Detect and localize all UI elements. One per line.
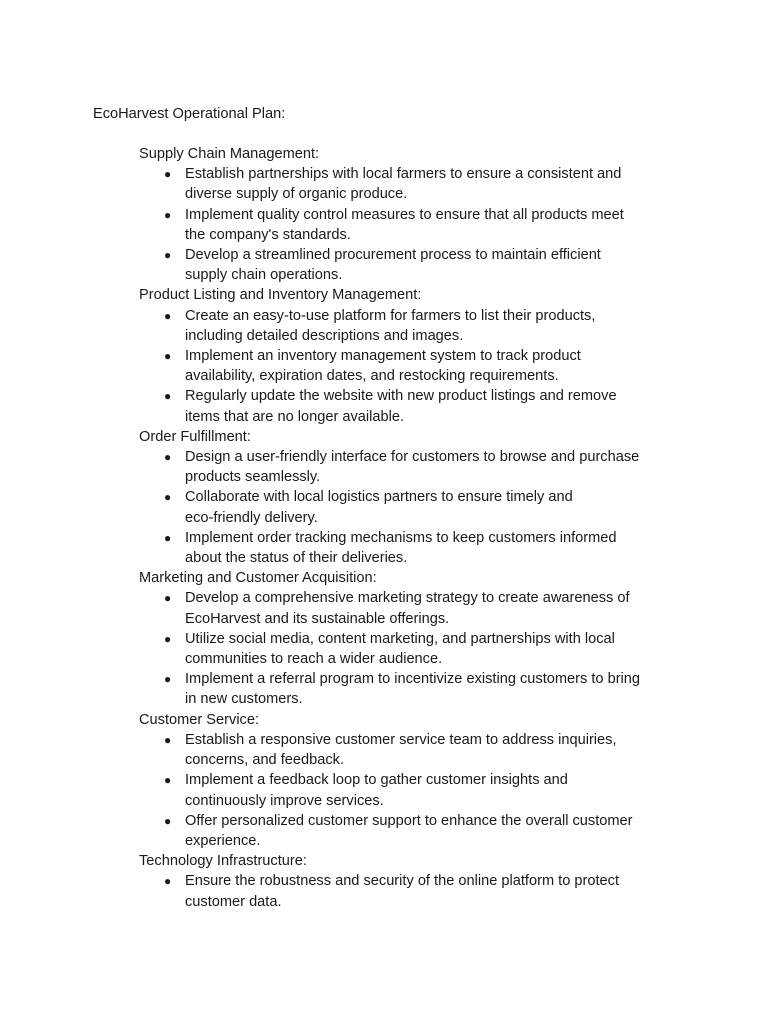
- list-item: [139, 205, 685, 245]
- bullet-list: [139, 730, 679, 851]
- section-heading: Customer Service:: [139, 711, 260, 728]
- list-item: [139, 629, 685, 669]
- list-item-text-line: Implement a feedback loop to gather customer insights and: [185, 772, 568, 789]
- list-item: [139, 447, 685, 487]
- list-item: [139, 306, 685, 346]
- bullet-icon: ●: [164, 874, 172, 889]
- list-item-text-line: Regularly update the website with new product listings and remove: [185, 388, 617, 405]
- bullet-list: [139, 306, 679, 427]
- bullet-list: [139, 447, 679, 568]
- list-item-text-line: communities to reach a wider audience.: [185, 651, 443, 668]
- bullet-icon: ●: [164, 530, 172, 545]
- list-item-text-line: Create an easy-to-use platform for farmers to list their products,: [185, 307, 596, 324]
- list-item: [139, 386, 685, 426]
- bullet-icon: ●: [164, 207, 172, 222]
- list-item: [139, 528, 685, 568]
- list-item-text-line: Utilize social media, content marketing, and partnerships with local: [185, 630, 615, 647]
- list-item-text-line: products seamlessly.: [185, 469, 321, 486]
- list-item-text-line: Collaborate with local logistics partners to ensure timely and: [185, 489, 573, 506]
- list-item: [139, 245, 685, 285]
- list-item: [139, 871, 685, 911]
- section-heading: Technology Infrastructure:: [139, 853, 307, 870]
- list-item-text-line: the company's standards.: [185, 226, 351, 243]
- section-heading: Marketing and Customer Acquisition:: [139, 570, 377, 587]
- bullet-list: [139, 871, 679, 911]
- list-item-text-line: Implement a referral program to incentivize existing customers to bring: [185, 671, 641, 688]
- bullet-icon: ●: [164, 349, 172, 364]
- list-item: [139, 669, 685, 709]
- section-heading: Order Fulfillment:: [139, 428, 251, 445]
- list-item-text-line: Offer personalized customer support to enhance the overall customer: [185, 812, 633, 829]
- list-item-text-line: Implement quality control measures to ensure that all products meet: [185, 206, 624, 223]
- list-item-text-line: Develop a comprehensive marketing strategy to create awareness of: [185, 590, 630, 607]
- list-item-text-line: about the status of their deliveries.: [185, 550, 408, 567]
- list-item-text-line: Establish a responsive customer service team to address inquiries,: [185, 731, 617, 748]
- bullet-list: [139, 588, 679, 709]
- list-item-text-line: in new customers.: [185, 691, 303, 708]
- list-item-text-line: Implement an inventory management system to track product: [185, 348, 581, 365]
- list-item-text-line: supply chain operations.: [185, 267, 343, 284]
- sections-container: [139, 144, 679, 912]
- list-item-text-line: Design a user-friendly interface for customers to browse and purchase: [185, 449, 640, 466]
- bullet-icon: ●: [164, 490, 172, 505]
- bullet-icon: ●: [164, 631, 172, 646]
- section-heading: Product Listing and Inventory Management:: [139, 287, 422, 304]
- list-item-text-line: diverse supply of organic produce.: [185, 186, 408, 203]
- list-item-text-line: items that are no longer available.: [185, 408, 405, 425]
- bullet-icon: ●: [164, 450, 172, 465]
- bullet-icon: ●: [164, 591, 172, 606]
- list-item-text-line: eco-friendly delivery.: [185, 509, 318, 526]
- list-item-text-line: Establish partnerships with local farmers to ensure a consistent and: [185, 166, 622, 183]
- list-item-text-line: EcoHarvest and its sustainable offerings.: [185, 610, 450, 627]
- bullet-icon: ●: [164, 308, 172, 323]
- list-item-text-line: concerns, and feedback.: [185, 752, 345, 769]
- bullet-list: [139, 164, 679, 285]
- list-item: [139, 770, 685, 810]
- list-item-text-line: including detailed descriptions and images.: [185, 327, 464, 344]
- list-item: [139, 811, 685, 851]
- bullet-icon: ●: [164, 813, 172, 828]
- bullet-icon: ●: [164, 773, 172, 788]
- list-item-text-line: availability, expiration dates, and restocking requirements.: [185, 368, 559, 385]
- list-item: [139, 730, 685, 770]
- list-item: [139, 588, 685, 628]
- bullet-icon: ●: [164, 248, 172, 263]
- list-item: [139, 346, 685, 386]
- list-item-text-line: customer data.: [185, 893, 282, 910]
- list-item: [139, 164, 685, 204]
- list-item-text-line: Develop a streamlined procurement process to maintain efficient: [185, 247, 601, 264]
- bullet-icon: ●: [164, 732, 172, 747]
- list-item: [139, 487, 685, 527]
- document-title: EcoHarvest Operational Plan:: [93, 106, 286, 122]
- section-heading: Supply Chain Management:: [139, 146, 320, 162]
- list-item-text-line: Ensure the robustness and security of the online platform to protect: [185, 873, 620, 890]
- list-item-text-line: continuously improve services.: [185, 792, 384, 809]
- bullet-icon: ●: [164, 672, 172, 687]
- bullet-icon: ●: [164, 389, 172, 404]
- list-item-text-line: experience.: [185, 832, 261, 849]
- bullet-icon: ●: [164, 167, 172, 182]
- list-item-text-line: Implement order tracking mechanisms to keep customers informed: [185, 529, 617, 546]
